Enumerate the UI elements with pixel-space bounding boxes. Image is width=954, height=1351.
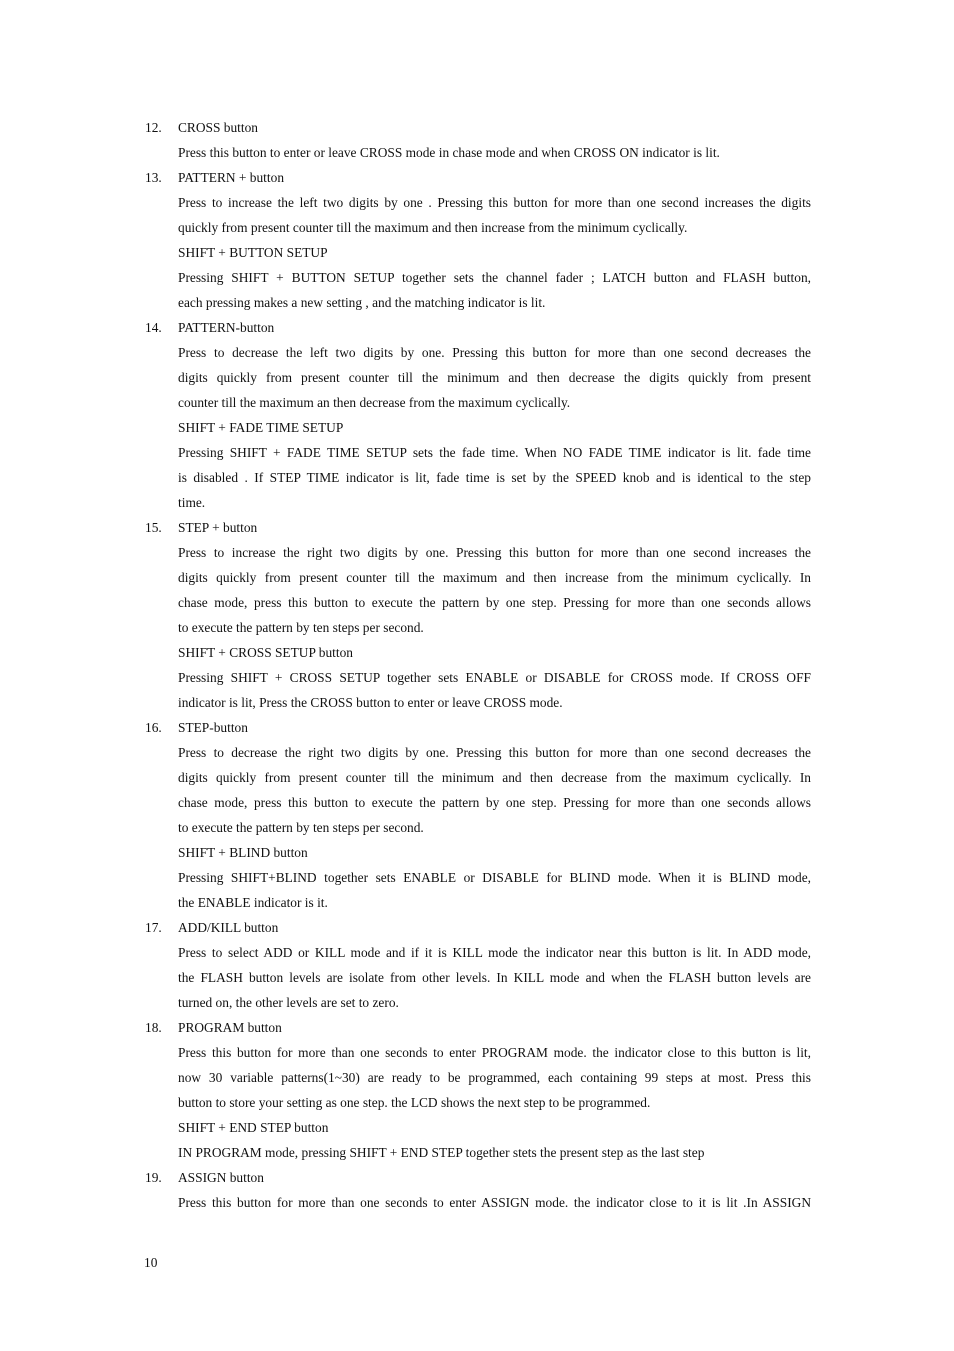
paragraph-line: time. [178, 495, 206, 510]
paragraph-line: SHIFT + BLIND button [178, 845, 308, 860]
body-text-line [145, 615, 811, 640]
paragraph-line: IN PROGRAM mode, pressing SHIFT + END STEP together stets the present step as the last step [178, 1145, 705, 1160]
paragraph-line: Press to increase the right two digits by one. Pressing this button for more than one second increases the [178, 545, 811, 560]
body-text-line [145, 1140, 811, 1165]
paragraph-line: Press to select ADD or KILL mode and if it is KILL mode the indicator near this button is lit. In ADD mode, [178, 945, 811, 960]
page-number: 10 [144, 1255, 158, 1270]
list-item-heading [145, 115, 811, 140]
list-item-heading [145, 715, 811, 740]
item-number: 18. [145, 1020, 162, 1035]
item-number: 16. [145, 720, 162, 735]
paragraph-line: Press to decrease the right two digits by one. Pressing this button for more than one second decreases the [178, 745, 811, 760]
body-text-line [145, 965, 811, 990]
item-title: PATTERN + button [178, 170, 285, 185]
paragraph-line: digits quickly from present counter till the maximum and then increase from the minimum cyclically. In [178, 570, 811, 585]
item-title: STEP + button [178, 520, 258, 535]
paragraph-line: button to store your setting as one step. the LCD shows the next step to be programmed. [178, 1095, 651, 1110]
paragraph-line: chase mode, press this button to execute the pattern by one step. Pressing for more than one seconds allows [178, 795, 811, 810]
item-title: PROGRAM button [178, 1020, 282, 1035]
paragraph-line: digits quickly from present counter till the minimum and then decrease from the maximum cyclically. In [178, 770, 811, 785]
list-item-heading [145, 165, 811, 190]
body-text-line [145, 190, 811, 215]
body-text-line [145, 790, 811, 815]
list-item-heading [145, 515, 811, 540]
list-item-heading [145, 915, 811, 940]
manual-body [145, 115, 811, 1215]
paragraph-line: SHIFT + CROSS SETUP button [178, 645, 353, 660]
list-item-heading [145, 315, 811, 340]
body-text-line [145, 415, 811, 440]
body-text-line [145, 290, 811, 315]
paragraph-line: SHIFT + END STEP button [178, 1120, 329, 1135]
paragraph-line: SHIFT + BUTTON SETUP [178, 245, 328, 260]
paragraph-line: Press to increase the left two digits by one . Pressing this button for more than one second increases the digits [178, 195, 811, 210]
paragraph-line: the FLASH button levels are isolate from other levels. In KILL mode and when the FLASH button levels are [178, 970, 811, 985]
body-text-line [145, 490, 811, 515]
body-text-line [145, 1115, 811, 1140]
body-text-line [145, 340, 811, 365]
body-text-line [145, 140, 811, 165]
body-text-line [145, 240, 811, 265]
item-number: 17. [145, 920, 162, 935]
body-text-line [145, 1040, 811, 1065]
paragraph-line: Press to decrease the left two digits by one. Pressing this button for more than one second decreases the [178, 345, 811, 360]
body-text-line [145, 590, 811, 615]
paragraph-line: turned on, the other levels are set to zero. [178, 995, 399, 1010]
body-text-line [145, 640, 811, 665]
item-number: 12. [145, 120, 162, 135]
paragraph-line: Press this button to enter or leave CROSS mode in chase mode and when CROSS ON indicator is lit. [178, 145, 720, 160]
body-text-line [145, 365, 811, 390]
body-text-line [145, 215, 811, 240]
paragraph-line: is disabled . If STEP TIME indicator is lit, fade time is set by the SPEED knob and is identical to the step [178, 470, 811, 485]
paragraph-line: SHIFT + FADE TIME SETUP [178, 420, 344, 435]
item-title: ADD/KILL button [178, 920, 279, 935]
item-number: 14. [145, 320, 162, 335]
body-text-line [145, 440, 811, 465]
paragraph-line: Pressing SHIFT + FADE TIME SETUP sets the fade time. When NO FADE TIME indicator is lit. fade time [178, 445, 811, 460]
paragraph-line: to execute the pattern by ten steps per second. [178, 820, 424, 835]
paragraph-line: indicator is lit, Press the CROSS button to enter or leave CROSS mode. [178, 695, 563, 710]
body-text-line [145, 390, 811, 415]
paragraph-line: now 30 variable patterns(1~30) are ready to be programmed, each containing 99 steps at most. Press this [178, 1070, 811, 1085]
paragraph-line: Press this button for more than one seconds to enter ASSIGN mode. the indicator close to it is lit .In ASSIGN [178, 1195, 811, 1210]
paragraph-line: Pressing SHIFT + CROSS SETUP together sets ENABLE or DISABLE for CROSS mode. If CROSS OFF [178, 670, 811, 685]
body-text-line [145, 665, 811, 690]
paragraph-line: to execute the pattern by ten steps per second. [178, 620, 424, 635]
item-number: 19. [145, 1170, 162, 1185]
body-text-line [145, 540, 811, 565]
item-number: 15. [145, 520, 162, 535]
body-text-line [145, 990, 811, 1015]
paragraph-line: Press this button for more than one seconds to enter PROGRAM mode. the indicator close to this button is lit, [178, 1045, 811, 1060]
list-item-heading [145, 1015, 811, 1040]
body-text-line [145, 815, 811, 840]
body-text-line [145, 765, 811, 790]
item-number: 13. [145, 170, 162, 185]
body-text-line [145, 690, 811, 715]
body-text-line [145, 265, 811, 290]
paragraph-line: Pressing SHIFT+BLIND together sets ENABLE or DISABLE for BLIND mode. When it is BLIND mode, [178, 870, 811, 885]
body-text-line [145, 940, 811, 965]
body-text-line [145, 1190, 811, 1215]
paragraph-line: chase mode, press this button to execute the pattern by one step. Pressing for more than one seconds allows [178, 595, 811, 610]
body-text-line [145, 1090, 811, 1115]
body-text-line [145, 465, 811, 490]
body-text-line [145, 1065, 811, 1090]
body-text-line [145, 890, 811, 915]
item-title: STEP-button [178, 720, 248, 735]
item-title: CROSS button [178, 120, 258, 135]
list-item-heading [145, 1165, 811, 1190]
paragraph-line: digits quickly from present counter till the minimum and then decrease the digits quickly from present [178, 370, 811, 385]
body-text-line [145, 740, 811, 765]
body-text-line [145, 865, 811, 890]
item-title: ASSIGN button [178, 1170, 264, 1185]
item-title: PATTERN-button [178, 320, 275, 335]
paragraph-line: Pressing SHIFT + BUTTON SETUP together sets the channel fader ; LATCH button and FLASH button, [178, 270, 811, 285]
paragraph-line: counter till the maximum an then decrease from the maximum cyclically. [178, 395, 571, 410]
paragraph-line: the ENABLE indicator is it. [178, 895, 328, 910]
body-text-line [145, 840, 811, 865]
paragraph-line: quickly from present counter till the maximum and then increase from the minimum cyclically. [178, 220, 688, 235]
body-text-line [145, 565, 811, 590]
paragraph-line: each pressing makes a new setting , and the matching indicator is lit. [178, 295, 546, 310]
